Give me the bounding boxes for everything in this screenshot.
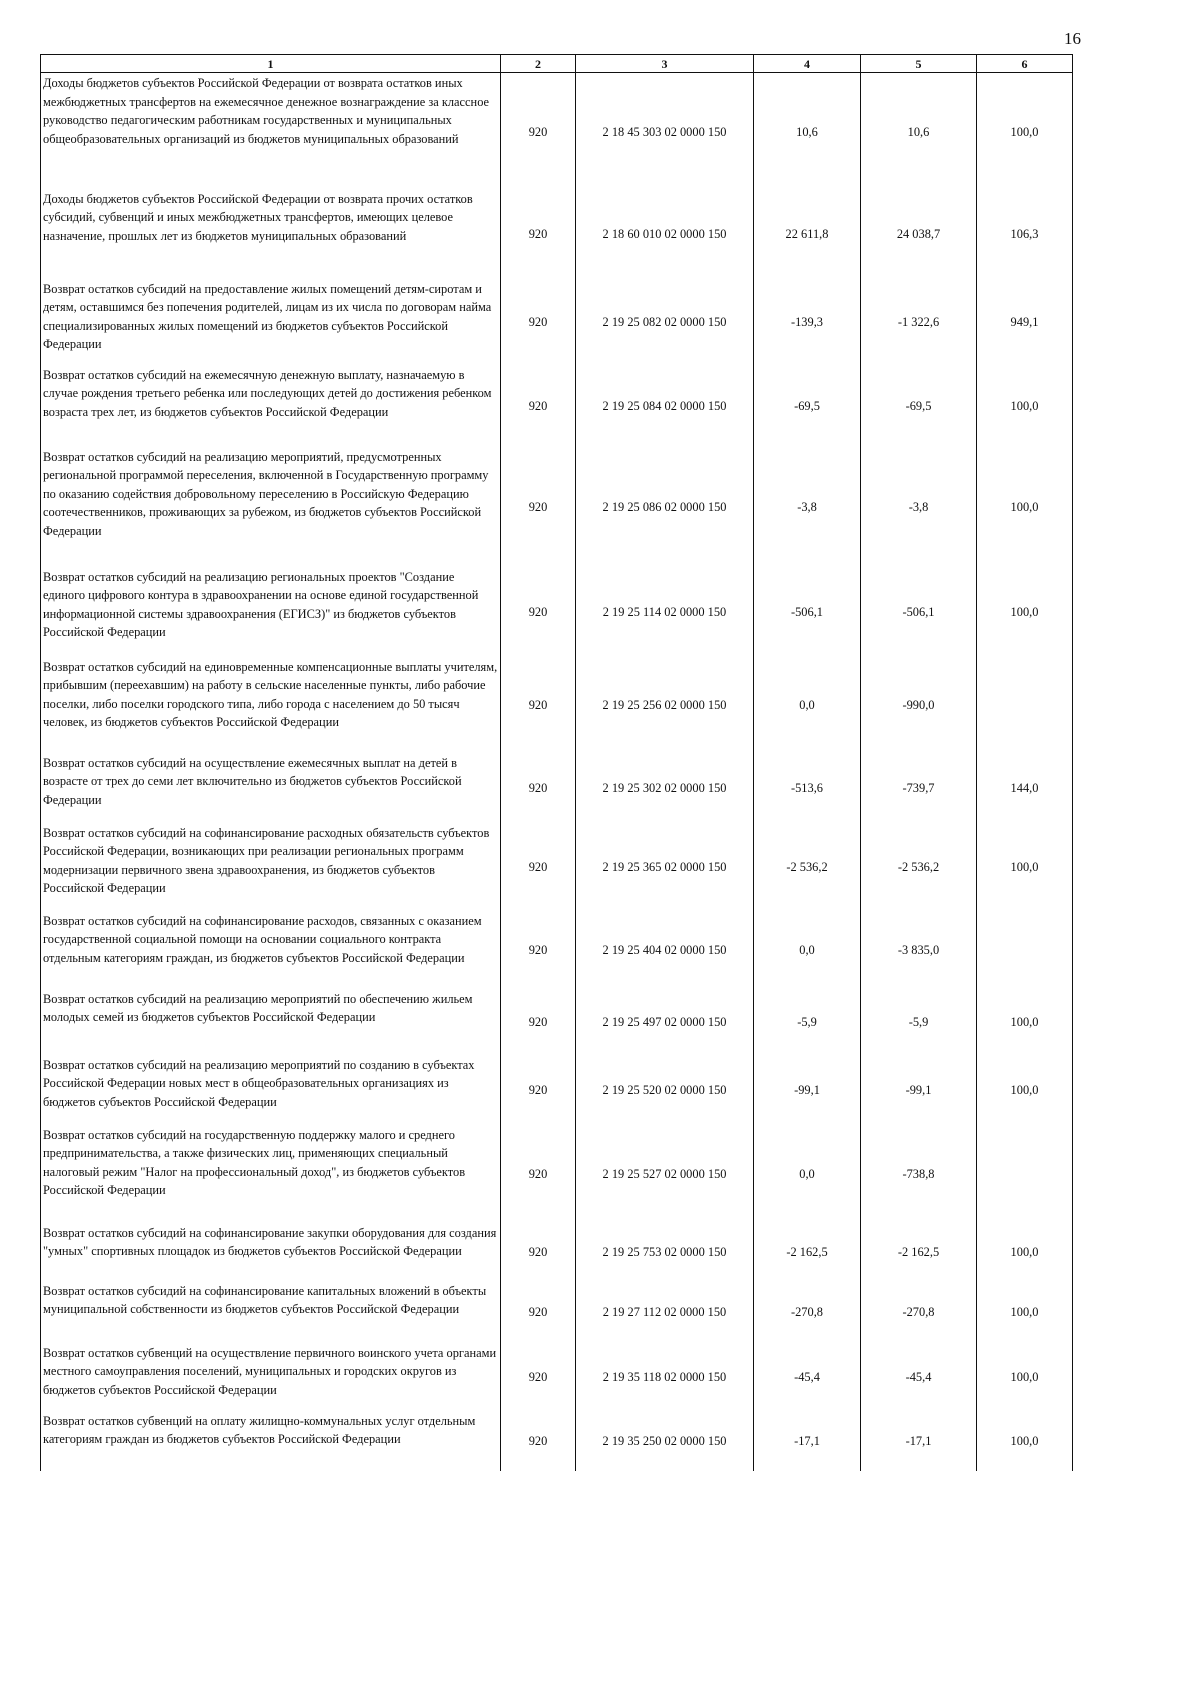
income-name: Возврат остатков субсидий на осуществление ежемесячных выплат на детей в возрасте от трех до семи лет включительно из бюджетов субъектов Российской Федерации bbox=[41, 753, 501, 823]
execution-percent: 100,0 bbox=[977, 1281, 1073, 1343]
income-name: Возврат остатков субсидий на софинансирование капитальных вложений в объекты муниципальной собственности из бюджетов субъектов Российской Федерации bbox=[41, 1281, 501, 1343]
actual-amount: -5,9 bbox=[861, 989, 977, 1055]
income-name: Возврат остатков субсидий на реализацию мероприятий, предусмотренных региональной программой переселения, включенной в Государственную программу по оказанию содействия добровольному переселению в Российскую Федерацию соотечественников, проживающих за рубежом, из бюджетов субъектов Российской Федерации bbox=[41, 447, 501, 567]
table-body bbox=[41, 73, 1073, 1471]
table-row bbox=[41, 73, 1073, 189]
planned-amount: 0,0 bbox=[754, 657, 861, 753]
admin-code: 920 bbox=[501, 1223, 576, 1281]
budget-code: 2 19 25 084 02 0000 150 bbox=[576, 365, 754, 447]
execution-percent: 100,0 bbox=[977, 567, 1073, 657]
admin-code: 920 bbox=[501, 1125, 576, 1223]
income-name: Возврат остатков субвенций на осуществление первичного воинского учета органами местного самоуправления поселений, муниципальных и городских округов из бюджетов субъектов Российской Федерации bbox=[41, 1343, 501, 1411]
planned-amount: -270,8 bbox=[754, 1281, 861, 1343]
execution-percent bbox=[977, 911, 1073, 989]
table-row bbox=[41, 567, 1073, 657]
actual-amount: -270,8 bbox=[861, 1281, 977, 1343]
execution-percent: 100,0 bbox=[977, 1411, 1073, 1471]
planned-amount: -17,1 bbox=[754, 1411, 861, 1471]
actual-amount: -69,5 bbox=[861, 365, 977, 447]
actual-amount: -739,7 bbox=[861, 753, 977, 823]
actual-amount: -506,1 bbox=[861, 567, 977, 657]
admin-code: 920 bbox=[501, 447, 576, 567]
admin-code: 920 bbox=[501, 1411, 576, 1471]
budget-code: 2 19 25 497 02 0000 150 bbox=[576, 989, 754, 1055]
actual-amount: 10,6 bbox=[861, 73, 977, 189]
budget-code: 2 19 25 302 02 0000 150 bbox=[576, 753, 754, 823]
admin-code: 920 bbox=[501, 279, 576, 365]
admin-code: 920 bbox=[501, 753, 576, 823]
execution-percent: 106,3 bbox=[977, 189, 1073, 279]
column-header: 5 bbox=[861, 55, 977, 73]
income-name: Возврат остатков субсидий на предоставление жилых помещений детям-сиротам и детям, оставшимся без попечения родителей, лицам из их числа по договорам найма специализированных жилых помещений из бюджетов субъектов Российской Федерации bbox=[41, 279, 501, 365]
planned-amount: 0,0 bbox=[754, 1125, 861, 1223]
budget-code: 2 19 25 086 02 0000 150 bbox=[576, 447, 754, 567]
income-name: Возврат остатков субсидий на софинансирование расходных обязательств субъектов Российской Федерации, возникающих при реализации региональных программ модернизации первичного звена здравоохранения, из бюджетов субъектов Российской Федерации bbox=[41, 823, 501, 911]
page-number: 16 bbox=[1064, 29, 1081, 48]
actual-amount: -738,8 bbox=[861, 1125, 977, 1223]
actual-amount: -1 322,6 bbox=[861, 279, 977, 365]
planned-amount: 22 611,8 bbox=[754, 189, 861, 279]
planned-amount: -69,5 bbox=[754, 365, 861, 447]
admin-code: 920 bbox=[501, 365, 576, 447]
table-row bbox=[41, 365, 1073, 447]
table-row bbox=[41, 1055, 1073, 1125]
actual-amount: -45,4 bbox=[861, 1343, 977, 1411]
budget-code: 2 19 27 112 02 0000 150 bbox=[576, 1281, 754, 1343]
planned-amount: -139,3 bbox=[754, 279, 861, 365]
budget-code: 2 19 25 256 02 0000 150 bbox=[576, 657, 754, 753]
table-header bbox=[41, 55, 1073, 73]
execution-percent: 100,0 bbox=[977, 365, 1073, 447]
income-name: Возврат остатков субсидий на реализацию региональных проектов "Создание единого цифрового контура в здравоохранении на основе единой государственной информационной системы здравоохранения (ЕГИСЗ)" из бюджетов субъектов Российской Федерации bbox=[41, 567, 501, 657]
admin-code: 920 bbox=[501, 989, 576, 1055]
table-row bbox=[41, 1125, 1073, 1223]
admin-code: 920 bbox=[501, 1281, 576, 1343]
planned-amount: -2 162,5 bbox=[754, 1223, 861, 1281]
execution-percent: 949,1 bbox=[977, 279, 1073, 365]
income-name: Возврат остатков субвенций на оплату жилищно-коммунальных услуг отдельным категориям граждан из бюджетов субъектов Российской Федерации bbox=[41, 1411, 501, 1471]
income-name: Возврат остатков субсидий на реализацию мероприятий по созданию в субъектах Российской Федерации новых мест в общеобразовательных организациях из бюджетов субъектов Российской Федерации bbox=[41, 1055, 501, 1125]
budget-code: 2 19 35 250 02 0000 150 bbox=[576, 1411, 754, 1471]
actual-amount: -17,1 bbox=[861, 1411, 977, 1471]
execution-percent: 100,0 bbox=[977, 73, 1073, 189]
admin-code: 920 bbox=[501, 189, 576, 279]
table-row bbox=[41, 189, 1073, 279]
income-name: Возврат остатков субсидий на реализацию мероприятий по обеспечению жильем молодых семей из бюджетов субъектов Российской Федерации bbox=[41, 989, 501, 1055]
planned-amount: -5,9 bbox=[754, 989, 861, 1055]
planned-amount: 0,0 bbox=[754, 911, 861, 989]
execution-percent: 100,0 bbox=[977, 823, 1073, 911]
actual-amount: -2 536,2 bbox=[861, 823, 977, 911]
planned-amount: -3,8 bbox=[754, 447, 861, 567]
budget-code: 2 19 25 527 02 0000 150 bbox=[576, 1125, 754, 1223]
execution-percent: 100,0 bbox=[977, 447, 1073, 567]
table-row bbox=[41, 279, 1073, 365]
actual-amount: 24 038,7 bbox=[861, 189, 977, 279]
table-row bbox=[41, 989, 1073, 1055]
budget-code: 2 18 45 303 02 0000 150 bbox=[576, 73, 754, 189]
income-name: Доходы бюджетов субъектов Российской Федерации от возврата прочих остатков субсидий, субвенций и иных межбюджетных трансфертов, имеющих целевое назначение, прошлых лет из бюджетов муниципальных образований bbox=[41, 189, 501, 279]
budget-code: 2 19 25 753 02 0000 150 bbox=[576, 1223, 754, 1281]
income-name: Доходы бюджетов субъектов Российской Федерации от возврата остатков иных межбюджетных трансфертов на ежемесячное денежное вознаграждение за классное руководство педагогическим работникам государственных и муниципальных общеобразовательных организаций из бюджетов муниципальных образований bbox=[41, 73, 501, 189]
budget-code: 2 18 60 010 02 0000 150 bbox=[576, 189, 754, 279]
column-header: 4 bbox=[754, 55, 861, 73]
budget-code: 2 19 25 365 02 0000 150 bbox=[576, 823, 754, 911]
table-row bbox=[41, 1223, 1073, 1281]
actual-amount: -3 835,0 bbox=[861, 911, 977, 989]
budget-code: 2 19 25 404 02 0000 150 bbox=[576, 911, 754, 989]
admin-code: 920 bbox=[501, 1343, 576, 1411]
column-header: 2 bbox=[501, 55, 576, 73]
budget-code: 2 19 25 114 02 0000 150 bbox=[576, 567, 754, 657]
actual-amount: -2 162,5 bbox=[861, 1223, 977, 1281]
column-header: 3 bbox=[576, 55, 754, 73]
execution-percent bbox=[977, 1125, 1073, 1223]
admin-code: 920 bbox=[501, 567, 576, 657]
income-name: Возврат остатков субсидий на софинансирование расходов, связанных с оказанием государственной социальной помощи на основании социального контракта отдельным категориям граждан, из бюджетов субъектов Российской Федерации bbox=[41, 911, 501, 989]
budget-code: 2 19 25 082 02 0000 150 bbox=[576, 279, 754, 365]
budget-table bbox=[40, 54, 1073, 1471]
admin-code: 920 bbox=[501, 823, 576, 911]
table-row bbox=[41, 1343, 1073, 1411]
table-row bbox=[41, 657, 1073, 753]
actual-amount: -99,1 bbox=[861, 1055, 977, 1125]
execution-percent: 144,0 bbox=[977, 753, 1073, 823]
planned-amount: -99,1 bbox=[754, 1055, 861, 1125]
budget-code: 2 19 25 520 02 0000 150 bbox=[576, 1055, 754, 1125]
planned-amount: 10,6 bbox=[754, 73, 861, 189]
table-row bbox=[41, 823, 1073, 911]
execution-percent: 100,0 bbox=[977, 989, 1073, 1055]
column-header: 6 bbox=[977, 55, 1073, 73]
table-row bbox=[41, 911, 1073, 989]
execution-percent: 100,0 bbox=[977, 1223, 1073, 1281]
execution-percent: 100,0 bbox=[977, 1055, 1073, 1125]
budget-code: 2 19 35 118 02 0000 150 bbox=[576, 1343, 754, 1411]
table-row bbox=[41, 1281, 1073, 1343]
table-row bbox=[41, 447, 1073, 567]
admin-code: 920 bbox=[501, 1055, 576, 1125]
table-row bbox=[41, 1411, 1073, 1471]
actual-amount: -990,0 bbox=[861, 657, 977, 753]
planned-amount: -506,1 bbox=[754, 567, 861, 657]
execution-percent: 100,0 bbox=[977, 1343, 1073, 1411]
admin-code: 920 bbox=[501, 911, 576, 989]
income-name: Возврат остатков субсидий на государственную поддержку малого и среднего предпринимательства, а также физических лиц, применяющих специальный налоговый режим "Налог на профессиональный доход", из бюджетов субъектов Российской Федерации bbox=[41, 1125, 501, 1223]
execution-percent bbox=[977, 657, 1073, 753]
income-name: Возврат остатков субсидий на софинансирование закупки оборудования для создания "умных" спортивных площадок из бюджетов субъектов Российской Федерации bbox=[41, 1223, 501, 1281]
admin-code: 920 bbox=[501, 657, 576, 753]
column-header: 1 bbox=[41, 55, 501, 73]
planned-amount: -2 536,2 bbox=[754, 823, 861, 911]
planned-amount: -45,4 bbox=[754, 1343, 861, 1411]
admin-code: 920 bbox=[501, 73, 576, 189]
table-row bbox=[41, 753, 1073, 823]
income-name: Возврат остатков субсидий на единовременные компенсационные выплаты учителям, прибывшим (переехавшим) на работу в сельские населенные пункты, либо рабочие поселки, либо поселки городского типа, либо города с населением до 50 тысяч человек, из бюджетов субъектов Российской Федерации bbox=[41, 657, 501, 753]
income-name: Возврат остатков субсидий на ежемесячную денежную выплату, назначаемую в случае рождения третьего ребенка или последующих детей до достижения ребенком возраста трех лет, из бюджетов субъектов Российской Федерации bbox=[41, 365, 501, 447]
planned-amount: -513,6 bbox=[754, 753, 861, 823]
actual-amount: -3,8 bbox=[861, 447, 977, 567]
